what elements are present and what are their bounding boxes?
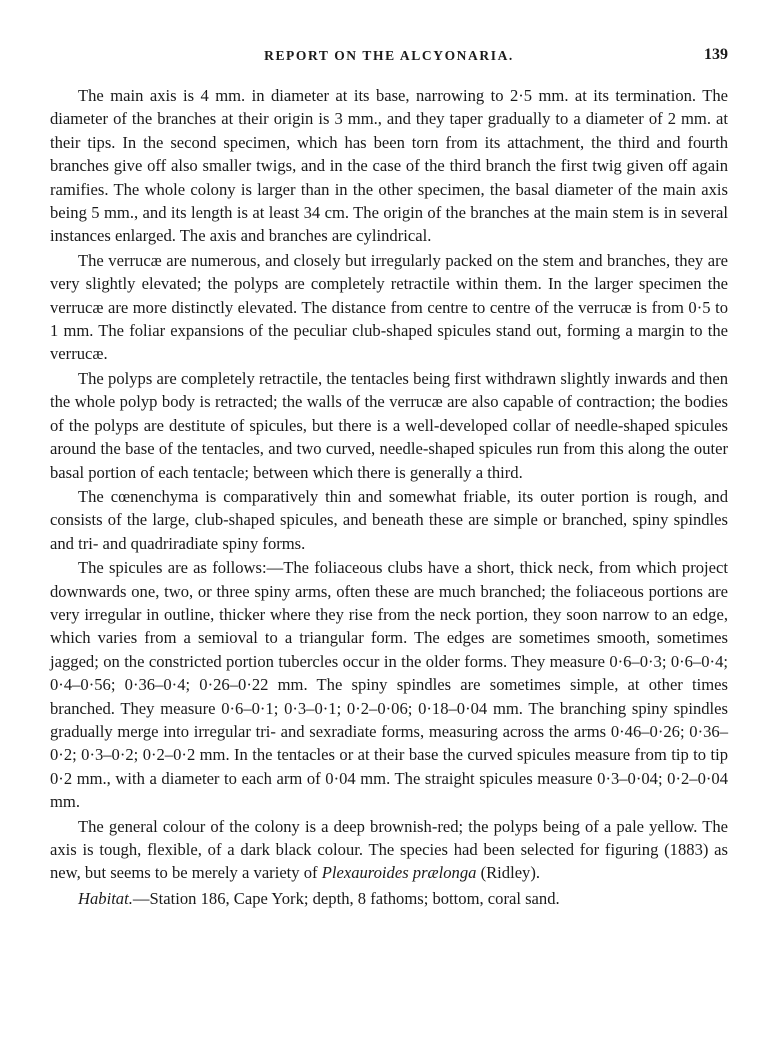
- paragraph-colour: [50, 815, 728, 885]
- paragraph-coenenchyma: The cœnenchyma is comparatively thin and somewhat friable, its outer portion is rough, and consists of the large, club-shaped spicules, and beneath these are simple or branched, spiny spindles and tri- and quadriradiate spiny forms.: [50, 486, 728, 553]
- page-number: 139: [704, 46, 728, 63]
- species-authority: (Ridley).: [476, 863, 541, 883]
- running-title: REPORT ON THE ALCYONARIA.: [264, 48, 514, 63]
- colour-text: The general colour of the colony is a deep brownish-red; the polyps being of a pale yellow. The axis is tough, flexible, of a dark black colour. The species had been selected for figuring (1883) as new, but seems to be merely a variety of: [50, 816, 728, 883]
- species-name: Plexauroides prælonga: [321, 863, 477, 883]
- document-page: [50, 40, 728, 910]
- habitat-text: —Station 186, Cape York; depth, 8 fathoms; bottom, coral sand.: [132, 888, 560, 908]
- habitat-label: Habitat.: [78, 888, 133, 908]
- paragraph-axis: The main axis is 4 mm. in diameter at its base, narrowing to 2·5 mm. at its termination. The diameter of the branches at their origin is 3 mm., and they taper gradually to a diameter of 2 mm. at their tips. In the second specimen, which has been torn from its attachment, the third and fourth branches give off also smaller twigs, and in the case of the third branch the first twig given off again ramifies. The whole colony is larger than in the other specimen, the basal diameter of the main axis being 5 mm., and its length is at least 34 cm. The origin of the branches at the main stem is in several instances enlarged. The axis and branches are cylindrical.: [50, 86, 728, 246]
- paragraph-verrucae: The verrucæ are numerous, and closely but irregularly packed on the stem and branches, they are very slightly elevated; the polyps are completely retractile within them. In the larger specimen the verrucæ are more distinctly elevated. The distance from centre to centre of the verrucæ is from 0·5 to 1 mm. The foliar expansions of the peculiar club-shaped spicules stand out, forming a margin to the verrucæ.: [50, 250, 728, 364]
- running-header: [50, 40, 728, 66]
- body-text: [50, 84, 728, 910]
- paragraph-habitat: [50, 887, 728, 910]
- paragraph-polyps: The polyps are completely retractile, the tentacles being first withdrawn slightly inwards and then the whole polyp body is retracted; the walls of the verrucæ are also capable of contraction; the bodies of the polyps are destitute of spicules, but there is a well-developed collar of needle-shaped spicules around the base of the tentacles, and two curved, needle-shaped spicules run from this along the outer basal portion of each tentacle; between which there is generally a third.: [50, 368, 728, 482]
- paragraph-spicules: The spicules are as follows:—The foliaceous clubs have a short, thick neck, from which project downwards one, two, or three spiny arms, often these are much branched; the foliaceous portions are very irregular in outline, thicker where they rise from the neck portion, they soon narrow to an edge, which varies from a semioval to a triangular form. The edges are sometimes smooth, sometimes jagged; on the constricted portion tubercles occur in the older forms. They measure 0·6–0·3; 0·6–0·4; 0·4–0·56; 0·36–0·4; 0·26–0·22 mm. The spiny spindles are sometimes simple, at other times branched. They measure 0·6–0·1; 0·3–0·1; 0·2–0·06; 0·18–0·04 mm. The branching spiny spindles gradually merge into irregular tri- and sexradiate forms, measuring across the arms 0·46–0·26; 0·36–0·2; 0·3–0·2; 0·2–0·2 mm. In the tentacles or at their base the curved spicules measure from tip to tip 0·2 mm., with a diameter to each arm of 0·04 mm. The straight spicules measure 0·3–0·04; 0·2–0·04 mm.: [50, 558, 728, 812]
